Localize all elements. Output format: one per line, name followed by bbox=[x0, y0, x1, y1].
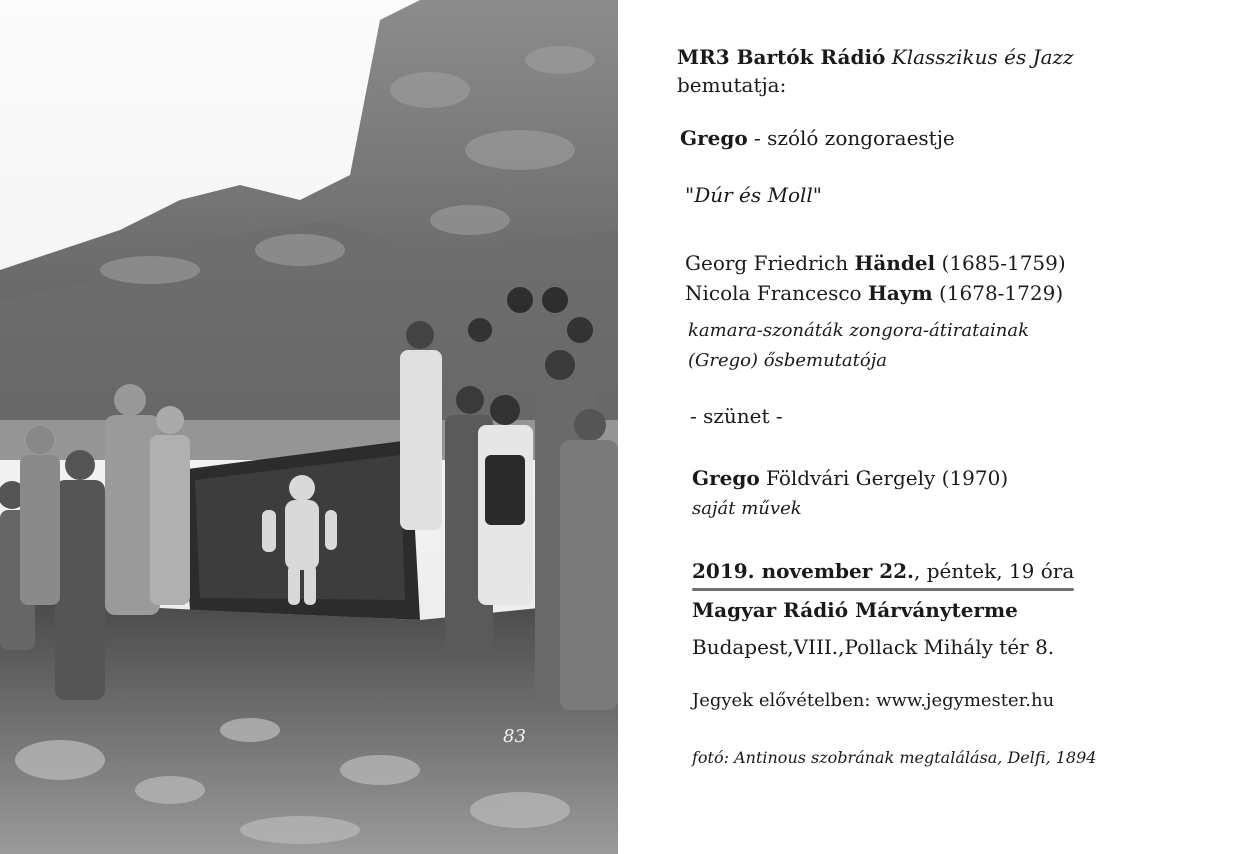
composer-2-years: (1678-1729) bbox=[938, 281, 1064, 305]
part2-description: saját művek bbox=[692, 498, 802, 519]
tickets-info: Jegyek elővételben: www.jegymester.hu bbox=[692, 690, 1055, 711]
program-title: "Dúr és Moll" bbox=[685, 183, 823, 207]
event-address: Budapest,VIII.,Pollack Mihály tér 8. bbox=[692, 635, 1055, 659]
photo-credit: fotó: Antinous szobrának megtalálása, Delfi, 1894 bbox=[692, 748, 1097, 767]
header-line bbox=[677, 47, 1074, 67]
station-name: MR3 Bartók Rádió bbox=[677, 45, 886, 69]
event-date: 2019. november 22. bbox=[692, 559, 914, 583]
part1-description-1: kamara-szonáták zongora-átiratainak bbox=[688, 320, 1030, 341]
composer-1-last: Händel bbox=[854, 251, 936, 275]
event-date-line bbox=[692, 561, 1074, 581]
event-day-time: , péntek, 19 óra bbox=[913, 559, 1075, 583]
event-venue: Magyar Rádió Márványterme bbox=[692, 598, 1018, 622]
part2-line bbox=[692, 468, 1008, 488]
photo-number: 83 bbox=[503, 726, 526, 747]
date-underline bbox=[692, 588, 1074, 591]
performer-title: - szóló zongoraestje bbox=[754, 126, 955, 150]
composer-2-last: Haym bbox=[867, 281, 933, 305]
part1-description-2: (Grego) ősbemutatója bbox=[688, 350, 888, 371]
part2-full-name: Földvári Gergely (1970) bbox=[766, 466, 1009, 490]
composer-2-first: Nicola Francesco bbox=[685, 281, 862, 305]
station-tag: Klasszikus és Jazz bbox=[891, 45, 1074, 69]
composer-1-years: (1685-1759) bbox=[941, 251, 1066, 275]
part2-name: Grego bbox=[692, 466, 760, 490]
performer-line bbox=[680, 128, 955, 148]
composer-1 bbox=[685, 253, 1066, 273]
composer-2 bbox=[685, 283, 1063, 303]
presents-text: bemutatja: bbox=[677, 73, 787, 97]
composer-1-first: Georg Friedrich bbox=[685, 251, 849, 275]
performer-name: Grego bbox=[680, 126, 748, 150]
intermission-text: - szünet - bbox=[690, 404, 783, 428]
